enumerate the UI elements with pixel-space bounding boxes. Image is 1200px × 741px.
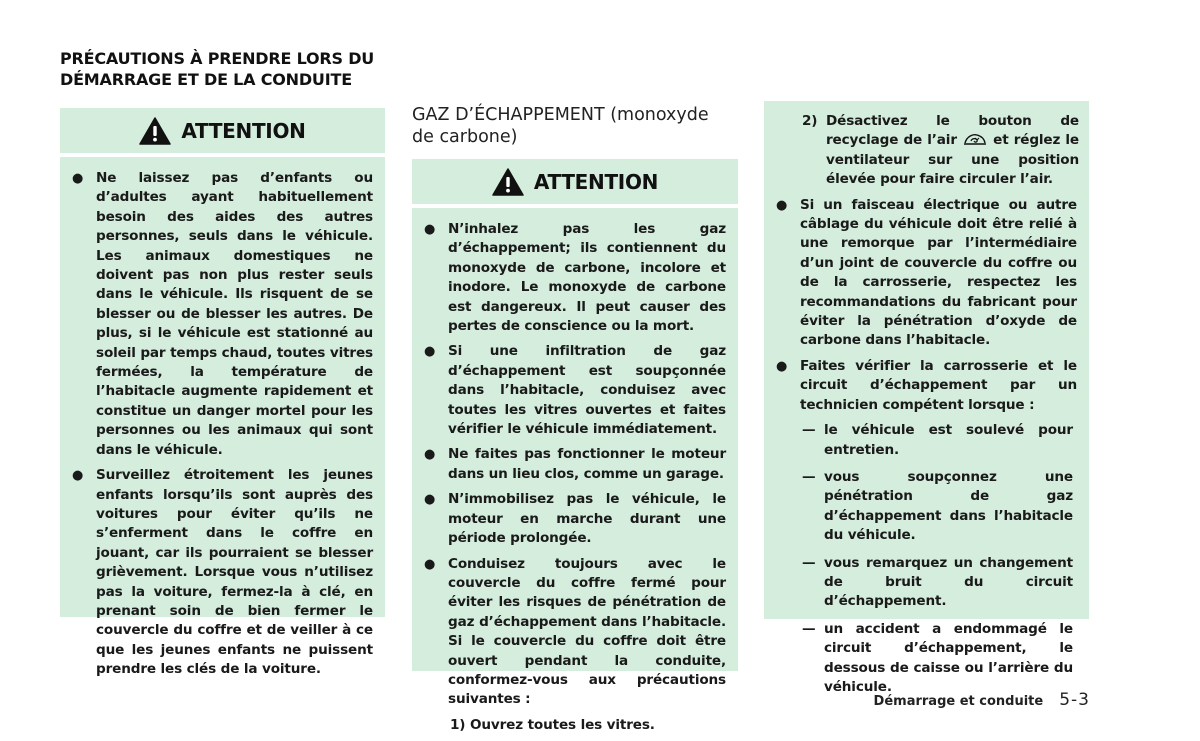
step-2-text-b: et réglez le ventilateur sur une position élevée pour faire circuler l’air.	[826, 132, 1079, 188]
attention-panel-children	[60, 108, 385, 678]
bullet-icon: ●	[72, 171, 84, 186]
list-item	[412, 342, 738, 439]
attention-panel-exhaust	[412, 159, 738, 733]
bullet-text: N’inhalez pas les gaz d’échappement; ils contiennent du monoxyde de carbone, incolore et inodore. Le monoxyde de carbone est dangereux. Il peut causer des pertes de conscience ou la mort.	[448, 221, 726, 335]
bullet-icon: ●	[424, 556, 436, 572]
step-2-number: 2)	[802, 113, 818, 129]
warning-triangle-icon	[139, 117, 171, 145]
list-item	[764, 468, 1089, 546]
bullet-text: Surveillez étroitement les jeunes enfants lorsqu’ils sont auprès des voitures pour éviter qu’ils ne s’enferment dans le coffre en jouant, car ils pourraient se blesser grièvement. Lorsque vous n’utilisez pas la voiture, fermez-la à clé, en prenant soin de bien fermer le couvercle du coffre et de veiller à ce que les jeunes enfants ne puissent prendre les clés de la voiture.	[96, 467, 373, 678]
dash-icon: —	[802, 554, 816, 571]
warning-triangle-icon	[492, 168, 524, 196]
bullet-icon: ●	[424, 447, 436, 463]
gaz-section-title: GAZ D’ÉCHAPPEMENT (monoxyde de carbone)	[412, 105, 709, 147]
page-footer	[874, 690, 1090, 710]
dash-text: le véhicule est soulevé pour entretien.	[824, 422, 1073, 458]
bullet-icon: ●	[776, 197, 788, 213]
attention-header	[60, 108, 385, 157]
bullet-icon: ●	[424, 222, 436, 237]
bullet-text: Si un faisceau électrique ou autre câblage du véhicule doit être relié à une remorque par l’intermédiaire d’un joint de couvercle du coffre ou de la carrosserie, respectez les recommandations du fabricant pour éviter la pénétration d’oxyde de carbone dans l’habitacle.	[800, 196, 1077, 349]
attention-header	[412, 159, 738, 208]
exhaust-continuation-panel	[764, 101, 1089, 695]
dash-icon: —	[802, 620, 816, 637]
section-title	[60, 48, 380, 90]
bullet-icon: ●	[424, 492, 436, 508]
list-item	[60, 466, 385, 679]
section-title-line2: DÉMARRAGE ET DE LA CONDUITE	[60, 70, 352, 89]
bullet-text: Si une infiltration de gaz d’échappement est soupçonnée dans l’habitacle, conduisez avec toutes les vitres ouvertes et faites vérifier le véhicule immédiatement.	[448, 343, 726, 438]
dash-text: vous remarquez un changement de bruit du circuit d’échappement.	[824, 554, 1073, 610]
dash-icon: —	[802, 422, 816, 439]
list-item	[412, 220, 738, 336]
bullet-icon: ●	[424, 344, 436, 360]
panel3-dash-list	[764, 421, 1089, 697]
section-title-line1: PRÉCAUTIONS À PRENDRE LORS DU	[60, 49, 375, 68]
dash-text: un accident a endommagé le circuit d’échappement, le dessous de caisse ou l’arrière du véhicule.	[824, 620, 1073, 695]
bullet-text: Conduisez toujours avec le couvercle du coffre fermé pour éviter les risques de pénétration de gaz d’échappement dans l’habitacle. Si le couvercle du coffre doit être ouvert pendant la conduite, conformez-vous aux précautions suivantes :	[448, 555, 726, 708]
attention-label: ATTENTION	[181, 118, 306, 143]
list-item	[412, 490, 738, 548]
bullet-icon: ●	[776, 358, 788, 374]
dash-text: vous soupçonnez une pénétration de gaz d’échappement dans l’habitacle du véhicule.	[824, 468, 1073, 544]
step-2-text-a: Désactivez le bouton de recyclage de l’air	[826, 113, 1079, 149]
step-2	[764, 112, 1089, 190]
chapter-label: Démarrage et conduite	[873, 694, 1044, 709]
bullet-text: Ne laissez pas d’enfants ou d’adultes ayant habituellement besoin des aides des autres personnes, seuls dans le véhicule. Les animaux domestiques ne doivent pas non plus rester seuls dans le véhicule. Ils risquent de se blesser ou de blesser les autres. De plus, si le véhicule est stationné au soleil par temps chaud, toutes vitres fermées, la température de l’habitacle augmente rapidement et constitue un danger mortel pour les personnes ou les animaux qui sont dans le véhicule.	[96, 170, 373, 458]
dash-icon: —	[802, 468, 816, 485]
list-item	[412, 445, 738, 484]
attention-label: ATTENTION	[533, 169, 659, 194]
list-item	[764, 196, 1089, 351]
panel1-bullet-list	[60, 169, 385, 680]
list-item	[764, 620, 1089, 698]
step-1: 1) Ouvrez toutes les vitres.	[450, 716, 655, 733]
list-item	[764, 554, 1089, 612]
bullet-text: Faites vérifier la carrosserie et le circuit d’échappement par un technicien compétent lorsque :	[800, 357, 1077, 413]
list-item	[764, 357, 1089, 415]
panel2-bullet-list	[412, 220, 738, 710]
list-item	[412, 555, 738, 710]
page-number: 5-3	[1059, 690, 1090, 710]
bullet-text: Ne faites pas fonctionner le moteur dans un lieu clos, comme un garage.	[448, 446, 726, 482]
list-item	[764, 421, 1089, 460]
list-item	[60, 169, 385, 460]
bullet-text: N’immobilisez pas le véhicule, le moteur en marche durant une période prolongée.	[448, 491, 726, 547]
bullet-icon: ●	[72, 468, 84, 484]
panel3-bullet-list	[764, 196, 1089, 415]
air-recirculation-icon	[962, 132, 988, 146]
